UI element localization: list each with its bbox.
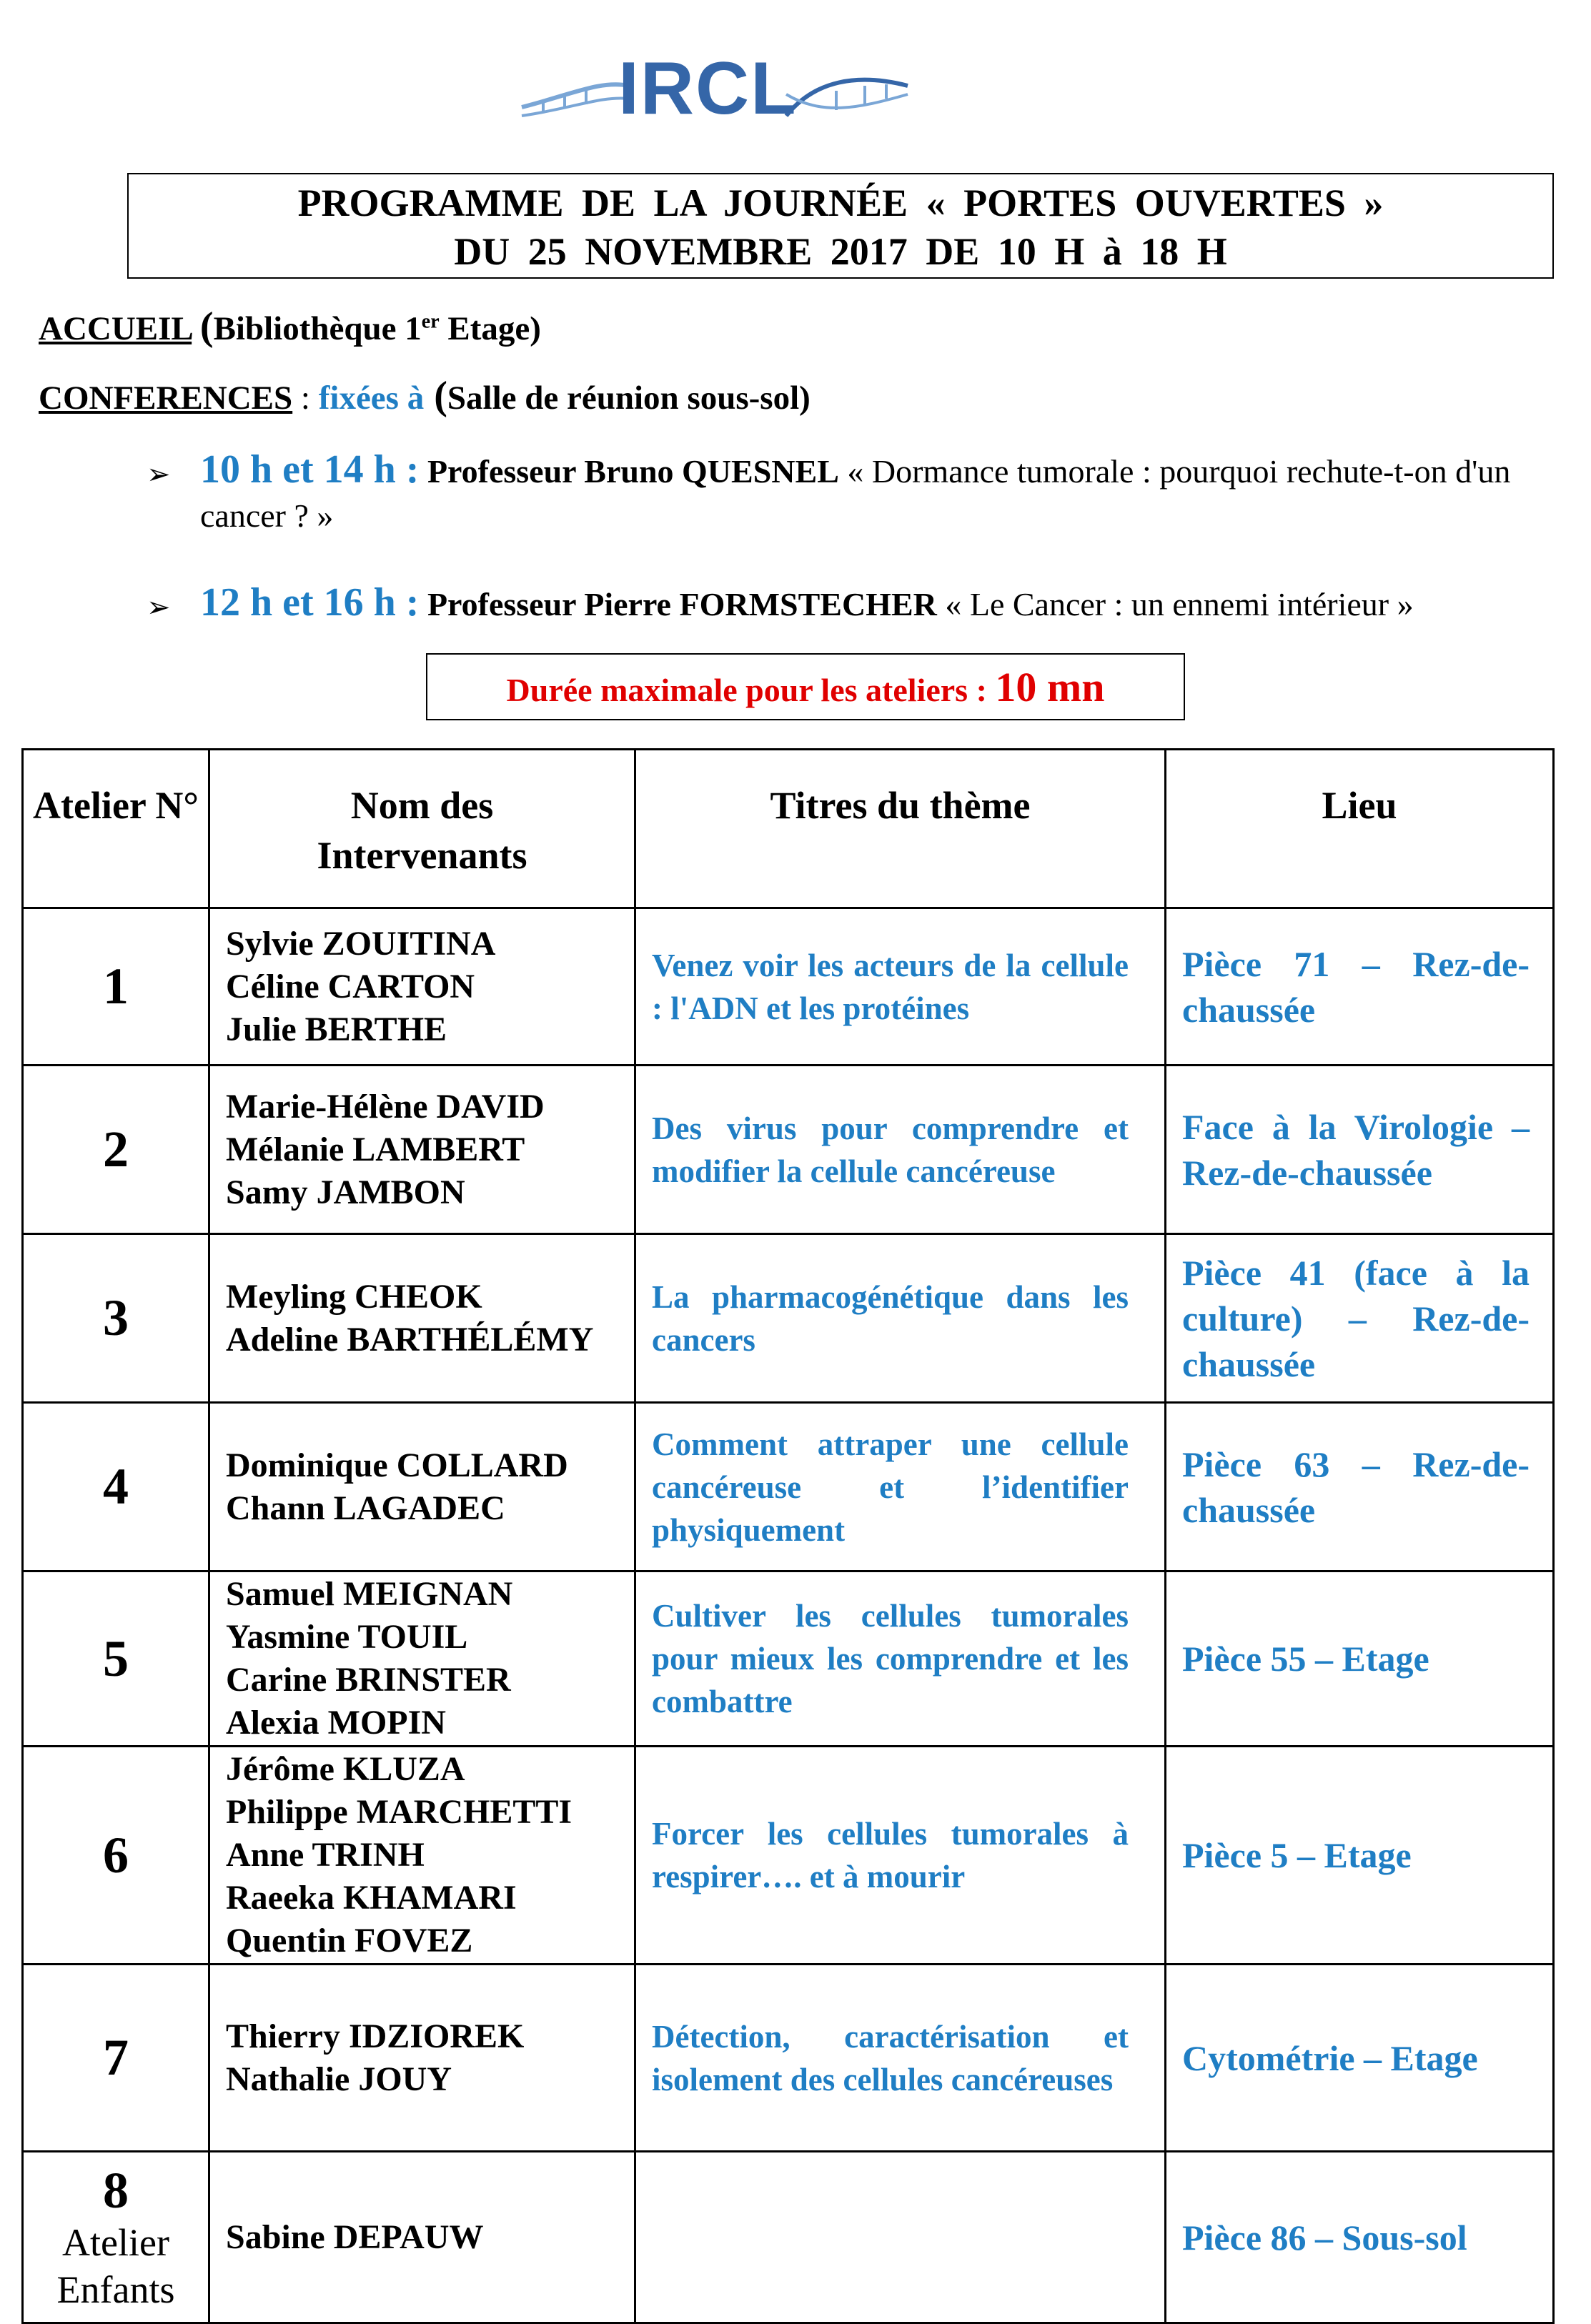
page-title [127,173,1554,279]
arrow-bullet-icon: ➢ [147,591,171,623]
conference-time: 10 h et 14 h : [200,447,420,492]
theme-cell: Venez voir les acteurs de la cellule : l'ADN et les protéines [635,908,1166,1066]
intervenant-name: Samuel MEIGNAN [226,1575,513,1613]
intervenant-name: Céline CARTON [226,967,475,1005]
ateliers-table [21,748,1555,2324]
duree-label: Durée maximale pour les ateliers : [506,672,987,708]
intervenant-name: Quentin FOVEZ [226,1922,473,1960]
atelier-number: 4 [23,1403,209,1571]
title-line-2: DU 25 NOVEMBRE 2017 DE 10 H à 18 H [454,230,1227,273]
lieu-cell: Pièce 71 – Rez-de-chaussée [1166,908,1554,1066]
header-lieu: Lieu [1166,750,1554,908]
title-line-1: PROGRAMME DE LA JOURNÉE « PORTES OUVERTES » [297,182,1384,224]
conferences-line [39,373,811,419]
conference-speaker: Professeur Bruno QUESNEL [427,453,839,490]
theme-cell: Des virus pour comprendre et modifier la cellule cancéreuse [635,1066,1166,1234]
intervenants-cell [209,2152,635,2323]
theme-cell: Détection, caractérisation et isolement des cellules cancéreuses [635,1965,1166,2152]
intervenant-name: Yasmine TOUIL [226,1618,468,1656]
arrow-bullet-icon: ➢ [147,458,171,490]
intervenants-cell [209,1403,635,1571]
table-row [23,2152,1554,2323]
accueil-rest: Etage) [439,310,541,347]
intervenants-cell [209,1234,635,1403]
conference-item-2 [200,580,1572,627]
conference-time: 12 h et 16 h : [200,580,420,625]
conferences-place: Salle de réunion sous-sol) [447,379,811,417]
intervenant-name: Chann LAGADEC [226,1489,505,1527]
atelier-sub-label: Atelier [62,2220,169,2264]
table-row [23,1066,1554,1234]
conferences-fixed: fixées à [318,379,425,417]
intervenants-cell [209,1965,635,2152]
table-row [23,1403,1554,1571]
accueil-paren: ( [199,304,214,349]
intervenant-name: Nathalie JOUY [226,2060,452,2098]
theme-cell: Cultiver les cellules tumorales pour mieux les comprendre et les combattre [635,1571,1166,1747]
table-row [23,1234,1554,1403]
duree-box [426,653,1185,720]
atelier-number: 1 [23,908,209,1066]
conference-item-1 [200,447,1572,538]
intervenant-name: Jérôme KLUZA [226,1750,465,1788]
lieu-cell: Face à la Virologie – Rez-de-chaussée [1166,1066,1554,1234]
accueil-sup: er [421,310,440,333]
intervenant-name: Philippe MARCHETTI [226,1793,573,1831]
logo-text: IRCL [618,47,798,130]
accueil-line [39,304,541,349]
conference-speaker: Professeur Pierre FORMSTECHER [427,586,937,622]
intervenants-cell [209,1066,635,1234]
intervenants-cell [209,1747,635,1965]
theme-cell [635,2152,1166,2323]
atelier-sub-label: Enfants [56,2268,175,2311]
accueil-label: ACCUEIL [39,310,192,347]
table-row [23,908,1554,1066]
conferences-sep: : [292,379,319,417]
lieu-cell: Cytométrie – Etage [1166,1965,1554,2152]
atelier-number-cell [23,2152,209,2323]
atelier-number: 2 [23,1066,209,1234]
accueil-place: Bibliothèque 1 [213,310,422,347]
atelier-number: 7 [23,1965,209,2152]
theme-cell: Comment attraper une cellule cancéreuse et l’identifier physiquement [635,1403,1166,1571]
lieu-cell: Pièce 86 – Sous-sol [1166,2152,1554,2323]
intervenants-cell [209,908,635,1066]
header-titres: Titres du thème [635,750,1166,908]
intervenant-name: Sabine DEPAUW [226,2218,484,2256]
atelier-number: 6 [23,1747,209,1965]
intervenant-name: Thierry IDZIOREK [226,2017,525,2055]
header-noms-line-1: Nom des [350,784,494,827]
ircl-logo [515,47,915,137]
intervenant-name: Dominique COLLARD [226,1446,568,1484]
theme-cell: Forcer les cellules tumorales à respirer…. et à mourir [635,1747,1166,1965]
intervenant-name: Samy JAMBON [226,1173,465,1211]
atelier-number: 8 [103,2161,129,2219]
header-atelier: Atelier N° [23,750,209,908]
intervenant-name: Anne TRINH [226,1836,425,1874]
atelier-number: 5 [23,1571,209,1747]
theme-cell: La pharmacogénétique dans les cancers [635,1234,1166,1403]
lieu-cell: Pièce 41 (face à la culture) – Rez-de-chaussée [1166,1234,1554,1403]
conference-title: « Le Cancer : un ennemi intérieur » [945,586,1414,622]
intervenant-name: Marie-Hélène DAVID [226,1087,545,1126]
lieu-cell: Pièce 55 – Etage [1166,1571,1554,1747]
table-row [23,1747,1554,1965]
atelier-number: 3 [23,1234,209,1403]
conferences-label: CONFERENCES [39,379,293,417]
header-noms-line-2: Intervenants [317,834,527,877]
intervenants-cell [209,1571,635,1747]
intervenant-name: Raeeka KHAMARI [226,1879,517,1917]
intervenant-name: Julie BERTHE [226,1010,447,1048]
table-row [23,1965,1554,2152]
intervenant-name: Meyling CHEOK [226,1277,482,1316]
duree-value: 10 mn [995,664,1105,710]
conferences-paren: ( [424,374,447,418]
intervenant-name: Sylvie ZOUITINA [226,924,496,963]
intervenant-name: Alexia MOPIN [226,1704,446,1742]
intervenant-name: Carine BRINSTER [226,1661,511,1699]
table-header-row [23,750,1554,908]
lieu-cell: Pièce 5 – Etage [1166,1747,1554,1965]
header-noms [209,750,635,908]
conference-title: « Dormance tumorale : pourquoi rechute-t-on d'un cancer ? » [200,453,1511,534]
intervenant-name: Adeline BARTHÉLÉMY [226,1320,594,1359]
lieu-cell: Pièce 63 – Rez-de-chaussée [1166,1403,1554,1571]
table-row [23,1571,1554,1747]
intervenant-name: Mélanie LAMBERT [226,1130,525,1168]
